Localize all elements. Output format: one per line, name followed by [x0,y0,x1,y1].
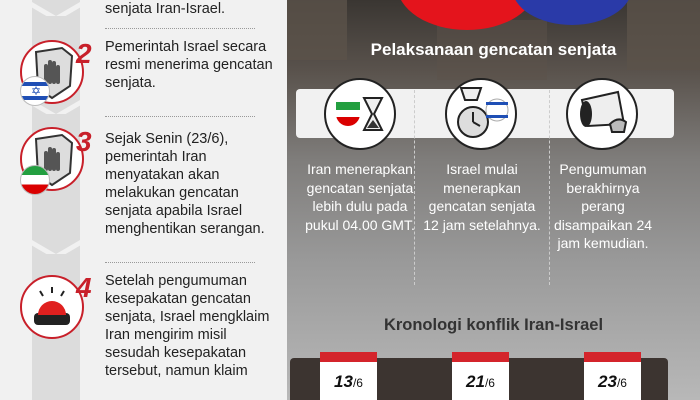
hourglass-iran-icon [324,78,396,150]
date-month: /6 [352,376,363,390]
divider [105,28,255,29]
implementation-item-text: Pengumuman berakhirnya perang disampaikan 24 jam kemudian. [553,161,653,251]
clock-israel-icon [445,78,517,150]
implementation-title: Pelaksanaan gencatan senjata [370,40,617,59]
date-day: 21 [466,372,485,391]
date-day: 23 [598,372,617,391]
timeline-panel [0,0,287,400]
implementation-item-text: Iran menerapkan gencatan senjata lebih dulu pada pukul 04.00 GMT. [305,161,415,233]
calendar-date [584,352,641,400]
step-2-text: Pemerintah Israel secara resmi menerima gencatan senjata. [105,39,273,91]
calendar-date [320,352,377,400]
divider [105,262,255,263]
implementation-panel [287,0,700,400]
iran-flag-icon [20,165,50,195]
date-month: /6 [616,376,627,390]
calendar-date [452,352,509,400]
alarm-button-icon [20,275,84,339]
step-number: 4 [76,272,92,303]
date-month: /6 [484,376,495,390]
step-number: 3 [76,126,92,157]
implementation-item-text: Israel mulai menerapkan gencatan senjata 12 jam setelahnya. [423,161,541,233]
megaphone-icon [566,78,638,150]
date-day: 13 [334,372,353,391]
step-1-text: senjata Iran-Israel. [105,1,226,17]
chronology-title: Kronologi konflik Iran-Israel [383,316,604,334]
step-4-text: Setelah pengumuman kesepakatan gencatan senjata, Israel mengklaim Iran mengirim misil sesudah kesepakatan tersebut, namun klaim [105,273,270,379]
israel-flag-icon: ✡ [20,76,50,106]
step-number: 2 [76,38,92,69]
divider [105,116,255,117]
step-3-text: Sejak Senin (23/6), pemerintah Iran menyatakan akan melakukan gencatan senjata apabila Israel menghentikan serangan. [105,131,265,237]
